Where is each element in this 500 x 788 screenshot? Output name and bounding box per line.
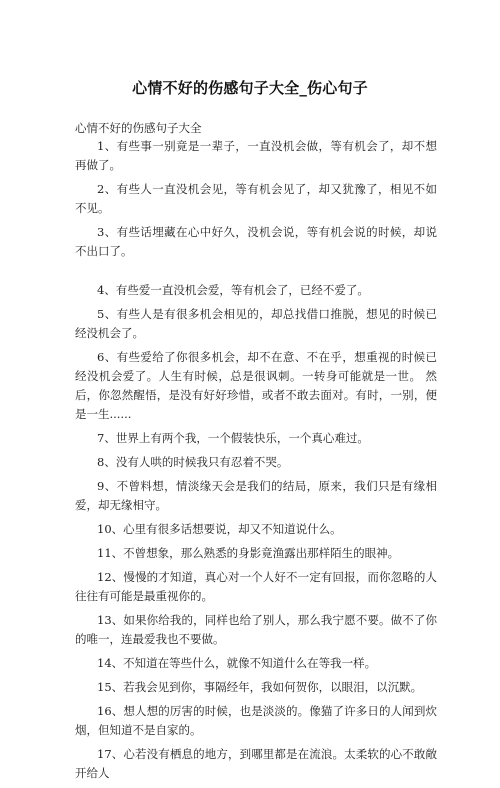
list-item: 13、如果你给我的，同样也给了别人，那么我宁愿不要。做不了你的唯一，连最爱我也不要做。 — [75, 613, 437, 646]
list-item: 14、不知道在等些什么，就像不知道什么在等我一样。 — [97, 656, 377, 670]
sentence-list — [75, 137, 437, 788]
list-item: 1、有些事一别竟是一辈子，一直没机会做，等有机会了，却不想再做了。 — [75, 139, 437, 172]
list-item: 9、不曾料想，情淡缘天会是我们的结局，原来，我们只是有缘相爱，却无缘相守。 — [75, 479, 437, 512]
list-item: 4、有些爱一直没机会爱，等有机会了，已经不爱了。 — [97, 283, 369, 297]
page-title: 心情不好的伤感句子大全_伤心句子 — [132, 79, 368, 97]
section-heading: 心情不好的伤感句子大全 — [75, 121, 202, 135]
list-item: 15、若我会见到你，事隔经年，我如何贺你，以眼泪，以沉默。 — [97, 680, 423, 694]
list-item: 17、心若没有栖息的地方，到哪里都是在流浪。太柔软的心不敢敞开给人 — [75, 747, 437, 780]
list-item: 11、不曾想象，那么熟悉的身影竟渔露出那样陌生的眼神。 — [97, 546, 400, 560]
list-item: 2、有些人一直没机会见，等有机会见了，却又犹豫了，相见不如不见。 — [75, 182, 437, 215]
list-item: 5、有些人是有很多机会相见的，却总找借口推脱，想见的时候已经没机会了。 — [75, 307, 437, 340]
list-item: 10、心里有很多话想要说，却又不知道说什么。 — [97, 522, 342, 536]
list-item: 8、没有人哄的时候我只有忍着不哭。 — [97, 455, 289, 469]
list-item: 12、慢慢的才知道，真心对一个人好不一定有回报，而你忽略的人往往有可能是最重视你的。 — [75, 570, 437, 603]
list-item: 7、世界上有两个我，一个假装快乐，一个真心难过。 — [97, 431, 369, 445]
list-item: 6、有些爱给了你很多机会，却不在意、不在乎，想重视的时候已经没机会爱了。人生有时候，总是很讽刺。一转身可能就是一世。 然后，你忽然醒悟，是没有好好珍惜，或者不敢去面对。有时，一别，便是一生...... — [75, 350, 437, 421]
list-item: 3、有些话埋藏在心中好久，没机会说，等有机会说的时候，却说不出口了。 — [75, 225, 437, 258]
list-item: 16、想人想的厉害的时候，也是淡淡的。像猫了许多日的人闻到炊烟，但知道不是自家的。 — [75, 704, 437, 737]
